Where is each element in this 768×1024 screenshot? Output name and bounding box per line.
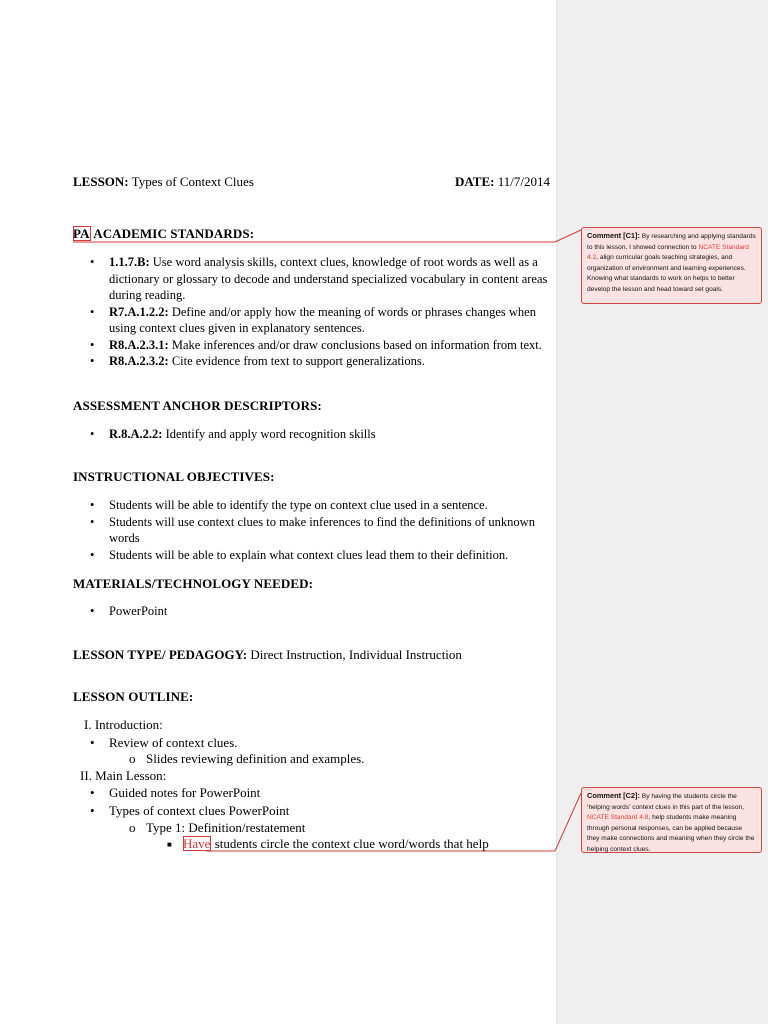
lesson-type-label: LESSON TYPE/ PEDAGOGY:	[73, 647, 248, 662]
bullet-icon: •	[90, 514, 95, 529]
outline-type1-item	[183, 835, 489, 852]
bullet-icon: •	[90, 354, 95, 368]
list-item: • R8.A.2.3.1: Make inferences and/or draw conclusions based on information from text.	[90, 337, 542, 352]
lesson-type-value: Direct Instruction, Individual Instruction	[247, 647, 462, 662]
sub-bullet-icon: o	[129, 820, 136, 835]
bullet-icon: •	[90, 427, 95, 441]
outline-intro-label: I. Introduction:	[84, 717, 163, 732]
list-item: • 1.1.7.B: Use word analysis skills, context clues, knowledge of root words as well as a dictionary or glossary to decode and understand specialized vocabulary in content areas during reading.	[90, 255, 548, 302]
objectives-list	[73, 497, 553, 563]
comment-title: Comment [C1]:	[587, 231, 640, 240]
outline-intro-sub: Slides reviewing definition and examples.	[146, 751, 365, 766]
bullet-icon: •	[90, 604, 95, 618]
type1-item-marked[interactable]: Have	[183, 836, 211, 851]
sub-bullet-icon: o	[129, 751, 136, 766]
anchors-heading: ASSESSMENT ANCHOR DESCRIPTORS:	[73, 398, 322, 413]
outline-type1: Type 1: Definition/restatement	[146, 820, 306, 835]
date-value: 11/7/2014	[497, 174, 550, 189]
list-item	[90, 734, 95, 751]
list-item: • Students will be able to identify the type on context clue used in a sentence.	[90, 498, 488, 512]
comment-balloon-c1[interactable]: Comment [C1]: By researching and applying standards to this lesson, I showed connection to NCATE Standard 4.2, align curricular goals teaching strategies, and organization of environment and learning experiences. Knowing what standards to work on helps to better develop the lesson and head toward set goals.	[581, 227, 762, 304]
list-item: • PowerPoint	[90, 604, 168, 618]
anchors-list	[73, 426, 553, 443]
lesson-title: Types of Context Clues	[131, 174, 254, 189]
comment-balloon-c2[interactable]: Comment [C2]: By having the students circle the ‘helping words’ context clues in this part of the lesson, NCATE Standard 4.8, help students make meaning through personal responses, can be applied because they make connections and meaning when they circle the helping context clues.	[581, 787, 762, 853]
comment-title: Comment [C2]:	[587, 791, 640, 800]
standards-list	[73, 254, 553, 370]
standards-heading	[73, 226, 254, 242]
bullet-icon: •	[90, 337, 95, 352]
bullet-icon: •	[90, 547, 95, 562]
outline-heading: LESSON OUTLINE:	[73, 689, 194, 704]
bullet-icon: •	[90, 304, 95, 319]
comment-highlight: NCATE Standard 4.8	[587, 814, 649, 821]
outline-main-bullet-2: Types of context clues PowerPoint	[109, 803, 290, 818]
date-line	[455, 173, 550, 190]
list-item: • Students will be able to explain what context clues lead them to their definition.	[90, 547, 509, 562]
date-label: DATE:	[455, 174, 495, 189]
bullet-icon: •	[90, 255, 95, 269]
bullet-icon: •	[90, 498, 95, 512]
lesson-label: LESSON:	[73, 174, 129, 189]
square-bullet-icon: ■	[167, 840, 172, 849]
outline-intro-bullet: Review of context clues.	[109, 735, 238, 750]
list-item: • R8.A.2.3.2: Cite evidence from text to support generalizations.	[90, 354, 425, 368]
materials-heading: MATERIALS/TECHNOLOGY NEEDED:	[73, 576, 314, 591]
type1-item-rest: students circle the context clue word/words that help	[211, 836, 489, 851]
materials-list	[73, 603, 553, 620]
bullet-icon: •	[90, 735, 95, 750]
list-item: • R.8.A.2.2: Identify and apply word recognition skills	[90, 427, 376, 441]
bullet-icon: •	[90, 785, 95, 800]
lesson-line	[73, 173, 254, 190]
objectives-heading: INSTRUCTIONAL OBJECTIVES:	[73, 469, 275, 484]
bullet-icon: •	[90, 803, 95, 818]
lesson-type-line	[73, 646, 462, 663]
outline-main-label: II. Main Lesson:	[80, 768, 167, 783]
standards-heading-rest: ACADEMIC STANDARDS:	[90, 226, 255, 241]
list-item: • R7.A.1.2.2: Define and/or apply how the meaning of words or phrases changes when using context clues given in explanatory sentences.	[90, 304, 536, 335]
standards-heading-marked[interactable]: PA	[73, 226, 90, 241]
outline-main-bullet-1: Guided notes for PowerPoint	[109, 785, 261, 800]
list-item: • Students will use context clues to make inferences to find the definitions of unknown words	[90, 514, 535, 545]
comment-highlight: NCATE Standard 4.2	[587, 243, 749, 261]
